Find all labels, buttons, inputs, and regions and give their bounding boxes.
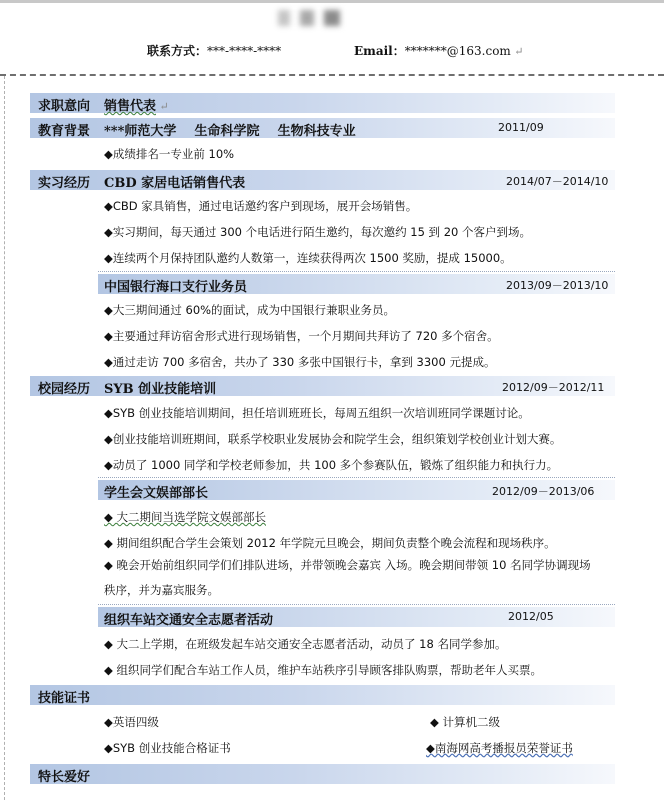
list-item: ◆SYB 创业技能培训期间，担任培训班班长，每周五组织一次培训班同学课题讨论。	[104, 406, 530, 420]
section-label: 校园经历	[38, 382, 91, 397]
list-item: ◆通过走访 700 多宿舍，共办了 330 多张中国银行卡，拿到 3300 元提成。	[104, 355, 496, 369]
section-skills	[30, 685, 615, 705]
list-item: ◆大三期间通过 60%的面试，成为中国银行兼职业务员。	[104, 303, 396, 317]
list-item: ◆主要通过拜访宿舍形式进行现场销售，一个月期间共拜访了 720 多个宿舍。	[104, 329, 499, 343]
education-title: ***师范大学 生命科学院 生物科技专业	[104, 124, 356, 139]
list-item: ◆成绩排名一专业前 10%	[104, 147, 235, 161]
list-item: ◆ 期间组织配合学生会策划 2012 年学院元旦晚会，期间负责整个晚会流程和现场秩序。	[104, 536, 556, 550]
education-date: 2011/09	[498, 121, 544, 134]
bank-date: 2013/09－2013/10	[506, 279, 609, 292]
list-item: ◆ 晚会开始前组织同学们们排队进场，并带领晚会嘉宾 入场。晚会期间带领 10 名同学协调现场秩序，并为嘉宾服务。	[104, 558, 591, 597]
list-item: ◆CBD 家具销售，通过电话邀约客户到现场，展开会场销售。	[104, 199, 418, 213]
list-item: ◆动员了 1000 同学和学校老师参加，共 100 多个参赛队伍，锻炼了组织能力和执行力。	[104, 458, 559, 472]
list-item: ◆ 组织同学们配合车站工作人员，维护车站秩序引导顾客排队购票，帮助老年人买票。	[104, 663, 542, 677]
internship-date: 2014/07－2014/10	[506, 175, 609, 188]
section-label: 特长爱好	[38, 770, 91, 785]
section-hobbies	[30, 764, 615, 784]
section-internship	[30, 170, 615, 190]
top-rule	[0, 0, 664, 3]
union-date: 2012/09－2013/06	[492, 485, 595, 498]
section-campus	[30, 376, 615, 396]
phone-contact: 联系方式：***-****-****	[147, 44, 282, 58]
intent-title: 销售代表 ↵	[104, 99, 169, 114]
skill-item: ◆南海网高考播报员荣誉证书	[426, 741, 573, 755]
volunteer-date: 2012/05	[508, 610, 554, 623]
volunteer-title: 组织车站交通安全志愿者活动	[104, 613, 274, 628]
internship-title: CBD 家居电话销售代表	[104, 176, 246, 191]
email-contact: Email：*******@163.com ↵	[354, 44, 524, 58]
header-divider	[0, 74, 664, 76]
blurred-name	[278, 10, 346, 26]
bank-title: 中国银行海口支行业务员	[104, 280, 248, 295]
list-item: ◆实习期间，每天通过 300 个电话进行陌生邀约，每次邀约 15 到 20 个客户到场。	[104, 225, 531, 239]
divider	[98, 477, 615, 478]
section-intent	[30, 93, 615, 113]
page-margin-line	[4, 76, 5, 800]
campus-title: SYB 创业技能培训	[104, 382, 217, 397]
skill-item: ◆ 计算机二级	[430, 715, 500, 729]
section-label: 求职意向	[38, 99, 91, 114]
subsection-bank	[98, 274, 615, 294]
divider	[98, 271, 615, 272]
section-education	[30, 118, 615, 138]
list-item: ◆创业技能培训班期间，联系学校职业发展协会和院学生会，组织策划学校创业计划大赛。	[104, 432, 562, 446]
section-label: 教育背景	[38, 124, 91, 139]
contact-row	[0, 42, 664, 60]
section-label: 实习经历	[38, 176, 91, 191]
campus-date: 2012/09－2012/11	[502, 381, 605, 394]
divider	[98, 604, 615, 605]
skill-item: ◆英语四级	[104, 715, 159, 729]
list-item: ◆连续两个月保持团队邀约人数第一，连续获得两次 1500 奖励，提成 15000。	[104, 251, 512, 265]
list-item: ◆ 大二上学期，在班级发起车站交通安全志愿者活动，动员了 18 名同学参加。	[104, 637, 507, 651]
list-item: ◆ 大二期间当选学院文娱部部长	[104, 510, 266, 524]
union-title: 学生会文娱部部长	[104, 486, 209, 501]
section-label: 技能证书	[38, 691, 91, 706]
subsection-union	[98, 480, 615, 500]
subsection-volunteer	[98, 607, 615, 627]
skill-item: ◆SYB 创业技能合格证书	[104, 741, 231, 755]
